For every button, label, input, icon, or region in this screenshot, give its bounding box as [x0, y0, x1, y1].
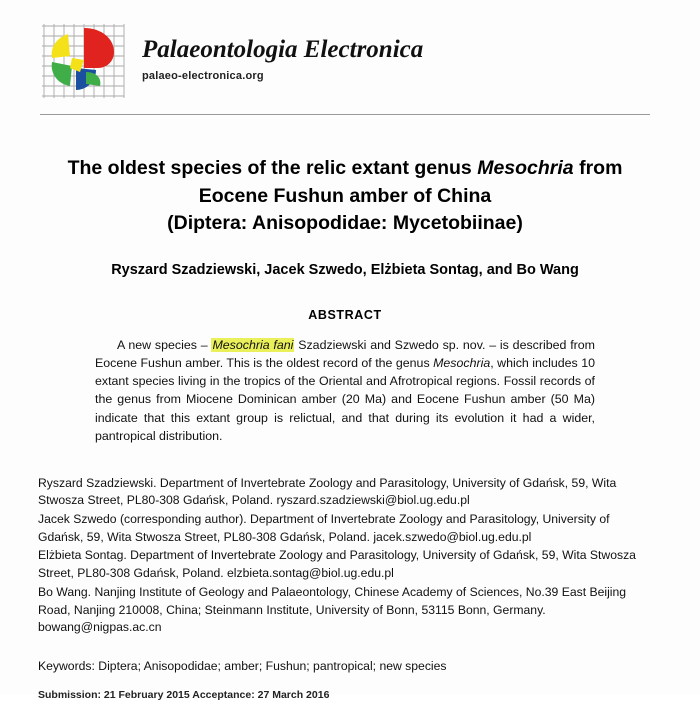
title-genus: Mesochria	[477, 157, 574, 179]
abstract-genus-italic: Mesochria	[433, 356, 491, 371]
palaeontologia-electronica-logo-icon	[40, 22, 126, 100]
keywords-line: Keywords: Diptera; Anisopodidae; amber; Fushun; pantropical; new species	[38, 658, 447, 673]
masthead-divider	[40, 114, 650, 115]
abstract-text	[95, 336, 595, 445]
title-line-3: (Diptera: Anisopodidae: Mycetobiinae)	[167, 212, 523, 235]
journal-url[interactable]: palaeo-electronica.org	[142, 69, 264, 82]
affiliation-entry: Ryszard Szadziewski. Department of Invertebrate Zoology and Parasitology, University of Gdańsk, 59, Wita Stwosza Street, PL80-308 Gdańsk, Poland. ryszard.szadziewski@biol.ug.edu.pl	[38, 475, 617, 508]
highlighted-species-name: Mesochria fani	[212, 338, 294, 353]
affiliations-block	[36, 475, 654, 637]
title-line-2: Eocene Fushun amber of China	[198, 184, 492, 207]
title-segment-1: The oldest species of the relic extant genus	[67, 157, 478, 179]
masthead	[36, 10, 654, 100]
affiliation-entry: Bo Wang. Nanjing Institute of Geology and Palaeontology, Chinese Academy of Sciences, No.39 East Beijing Road, Nanjing 210008, China; Steinmann Institute, University of Bonn, 53115 Bonn, Germany. bowang@nigpas.ac.cn	[38, 584, 627, 635]
abstract-heading: ABSTRACT	[308, 308, 382, 323]
abstract-segment-1: A new species –	[117, 338, 212, 353]
abstract-segment-3: , which includes 10 extant species living in the tropics of the Oriental and Afrotropical regions. Fossil records of the genus from Miocene Dominican amber (20 Ma) and Eocene Fushun amber (50 Ma) indicate that this extant group is relictual, and that during its evolution it had a wider, pantropical distribution.	[95, 356, 595, 443]
title-block	[36, 155, 654, 322]
affiliation-entry: Jacek Szwedo (corresponding author). Department of Invertebrate Zoology and Parasitology, University of Gdańsk, 59, Wita Stwosza Street, PL80-308 Gdańsk, Poland. jacek.szwedo@biol.ug.edu.pl	[38, 512, 610, 544]
journal-identity	[142, 36, 423, 86]
page-title	[50, 155, 640, 238]
title-segment-2: from	[573, 157, 623, 179]
journal-title: Palaeontologia Electronica	[142, 36, 424, 64]
submission-dates: Submission: 21 February 2015 Acceptance: 27 March 2016	[38, 688, 330, 701]
affiliation-entry: Elżbieta Sontag. Department of Invertebrate Zoology and Parasitology, University of Gdańsk, 59, Wita Stwosza Street, PL80-308 Gdańsk, Poland. elzbieta.sontag@biol.ug.edu.pl	[38, 548, 636, 581]
abstract-segment-2: Szadziewski and Szwedo sp. nov. – is described from Eocene Fushun amber. This is the oldest record of the genus	[95, 338, 595, 371]
author-list: Ryszard Szadziewski, Jacek Szwedo, Elżbieta Sontag, and Bo Wang	[111, 262, 579, 279]
